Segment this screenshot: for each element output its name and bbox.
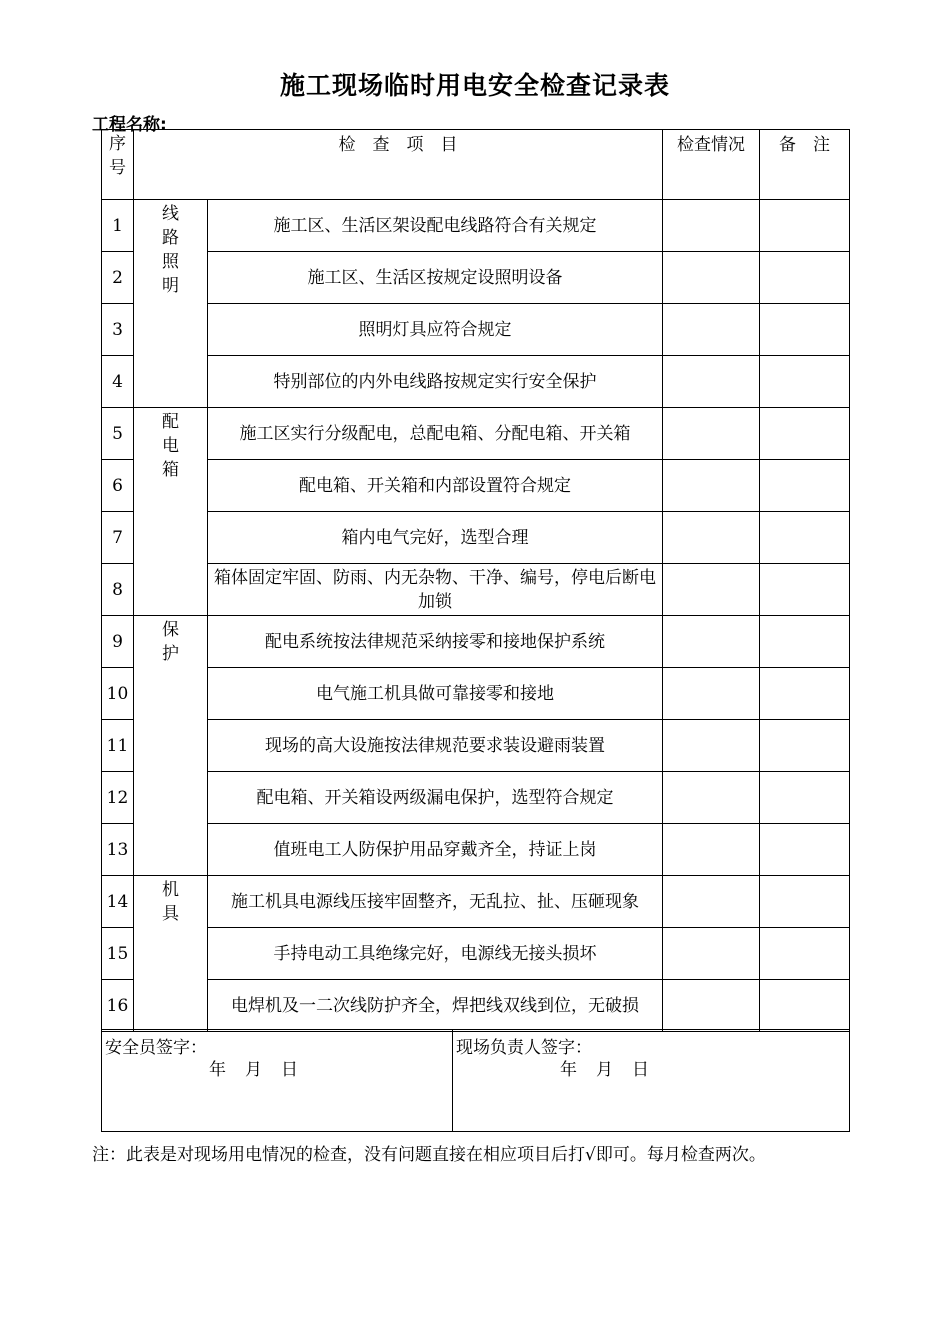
row-number: 5 bbox=[102, 408, 134, 460]
remark-cell[interactable] bbox=[760, 356, 850, 408]
check-status-cell[interactable] bbox=[663, 408, 760, 460]
row-number: 3 bbox=[102, 304, 134, 356]
table-row bbox=[102, 928, 850, 980]
check-item-text: 施工区、生活区架设配电线路符合有关规定 bbox=[208, 200, 663, 252]
header-remark: 备 注 bbox=[760, 130, 850, 200]
project-name-label: 工程名称: bbox=[92, 115, 167, 135]
safety-officer-signature-cell[interactable] bbox=[102, 1030, 453, 1132]
check-item-text: 值班电工人防保护用品穿戴齐全，持证上岗 bbox=[208, 824, 663, 876]
category-cell bbox=[134, 200, 208, 408]
category-cell bbox=[134, 876, 208, 1032]
header-item: 检 查 项 目 bbox=[134, 130, 663, 200]
check-status-cell[interactable] bbox=[663, 564, 760, 616]
inspection-table bbox=[101, 129, 850, 1032]
check-status-cell[interactable] bbox=[663, 616, 760, 668]
table-row bbox=[102, 772, 850, 824]
remark-cell[interactable] bbox=[760, 304, 850, 356]
check-item-text: 施工机具电源线压接牢固整齐，无乱拉、扯、压砸现象 bbox=[208, 876, 663, 928]
safety-officer-date: 年 月 日 bbox=[209, 1060, 299, 1080]
category-label: 配电箱 bbox=[162, 412, 179, 480]
category-label: 线路照明 bbox=[162, 204, 179, 296]
remark-cell[interactable] bbox=[760, 512, 850, 564]
check-status-cell[interactable] bbox=[663, 304, 760, 356]
category-label: 保护 bbox=[162, 620, 179, 664]
check-item-text: 箱内电气完好，选型合理 bbox=[208, 512, 663, 564]
row-number: 15 bbox=[102, 928, 134, 980]
remark-cell[interactable] bbox=[760, 252, 850, 304]
check-status-cell[interactable] bbox=[663, 356, 760, 408]
check-status-cell[interactable] bbox=[663, 720, 760, 772]
row-number: 6 bbox=[102, 460, 134, 512]
footnote: 注：此表是对现场用电情况的检查，没有问题直接在相应项目后打√即可。每月检查两次。 bbox=[92, 1145, 766, 1165]
check-status-cell[interactable] bbox=[663, 460, 760, 512]
table-row bbox=[102, 512, 850, 564]
table-row bbox=[102, 252, 850, 304]
remark-cell[interactable] bbox=[760, 200, 850, 252]
check-item-text: 现场的高大设施按法律规范要求装设避雨装置 bbox=[208, 720, 663, 772]
row-number: 16 bbox=[102, 980, 134, 1032]
check-item-text: 照明灯具应符合规定 bbox=[208, 304, 663, 356]
check-item-text: 电气施工机具做可靠接零和接地 bbox=[208, 668, 663, 720]
category-label: 机具 bbox=[162, 880, 179, 924]
row-number: 7 bbox=[102, 512, 134, 564]
safety-officer-label: 安全员签字： bbox=[105, 1038, 207, 1058]
remark-cell[interactable] bbox=[760, 876, 850, 928]
check-item-text: 箱体固定牢固、防雨、内无杂物、干净、编号，停电后断电加锁 bbox=[208, 564, 663, 616]
table-row bbox=[102, 668, 850, 720]
check-item-text: 特别部位的内外电线路按规定实行安全保护 bbox=[208, 356, 663, 408]
site-manager-label: 现场负责人签字： bbox=[456, 1038, 592, 1058]
row-number: 14 bbox=[102, 876, 134, 928]
table-row bbox=[102, 304, 850, 356]
check-item-text: 配电系统按法律规范采纳接零和接地保护系统 bbox=[208, 616, 663, 668]
page-title: 施工现场临时用电安全检查记录表 bbox=[279, 71, 670, 100]
check-status-cell[interactable] bbox=[663, 512, 760, 564]
check-item-text: 手持电动工具绝缘完好，电源线无接头损坏 bbox=[208, 928, 663, 980]
check-item-text: 电焊机及一二次线防护齐全，焊把线双线到位，无破损 bbox=[208, 980, 663, 1032]
remark-cell[interactable] bbox=[760, 720, 850, 772]
row-number: 4 bbox=[102, 356, 134, 408]
check-status-cell[interactable] bbox=[663, 876, 760, 928]
table-row bbox=[102, 460, 850, 512]
row-number: 1 bbox=[102, 200, 134, 252]
signature-table bbox=[101, 1029, 850, 1132]
table-row bbox=[102, 200, 850, 252]
remark-cell[interactable] bbox=[760, 616, 850, 668]
site-manager-signature-cell[interactable] bbox=[453, 1030, 850, 1132]
row-number: 9 bbox=[102, 616, 134, 668]
check-status-cell[interactable] bbox=[663, 668, 760, 720]
check-status-cell[interactable] bbox=[663, 772, 760, 824]
category-cell bbox=[134, 408, 208, 616]
row-number: 11 bbox=[102, 720, 134, 772]
check-item-text: 施工区、生活区按规定设照明设备 bbox=[208, 252, 663, 304]
remark-cell[interactable] bbox=[760, 824, 850, 876]
check-status-cell[interactable] bbox=[663, 928, 760, 980]
table-row bbox=[102, 824, 850, 876]
table-row bbox=[102, 408, 850, 460]
remark-cell[interactable] bbox=[760, 928, 850, 980]
remark-cell[interactable] bbox=[760, 980, 850, 1032]
table-header-row bbox=[102, 130, 850, 200]
row-number: 13 bbox=[102, 824, 134, 876]
check-item-text: 配电箱、开关箱和内部设置符合规定 bbox=[208, 460, 663, 512]
remark-cell[interactable] bbox=[760, 564, 850, 616]
row-number: 8 bbox=[102, 564, 134, 616]
check-status-cell[interactable] bbox=[663, 824, 760, 876]
row-number: 10 bbox=[102, 668, 134, 720]
table-row bbox=[102, 980, 850, 1032]
header-status: 检查情况 bbox=[663, 130, 760, 200]
row-number: 12 bbox=[102, 772, 134, 824]
check-status-cell[interactable] bbox=[663, 252, 760, 304]
table-row bbox=[102, 356, 850, 408]
check-status-cell[interactable] bbox=[663, 980, 760, 1032]
category-cell bbox=[134, 616, 208, 876]
remark-cell[interactable] bbox=[760, 460, 850, 512]
check-item-text: 施工区实行分级配电，总配电箱、分配电箱、开关箱 bbox=[208, 408, 663, 460]
row-number: 2 bbox=[102, 252, 134, 304]
table-row bbox=[102, 876, 850, 928]
remark-cell[interactable] bbox=[760, 772, 850, 824]
remark-cell[interactable] bbox=[760, 408, 850, 460]
table-row bbox=[102, 564, 850, 616]
table-row bbox=[102, 616, 850, 668]
table-row bbox=[102, 720, 850, 772]
header-seq: 序号 bbox=[102, 130, 134, 200]
check-item-text: 配电箱、开关箱设两级漏电保护，选型符合规定 bbox=[208, 772, 663, 824]
site-manager-date: 年 月 日 bbox=[560, 1060, 650, 1080]
remark-cell[interactable] bbox=[760, 668, 850, 720]
check-status-cell[interactable] bbox=[663, 200, 760, 252]
